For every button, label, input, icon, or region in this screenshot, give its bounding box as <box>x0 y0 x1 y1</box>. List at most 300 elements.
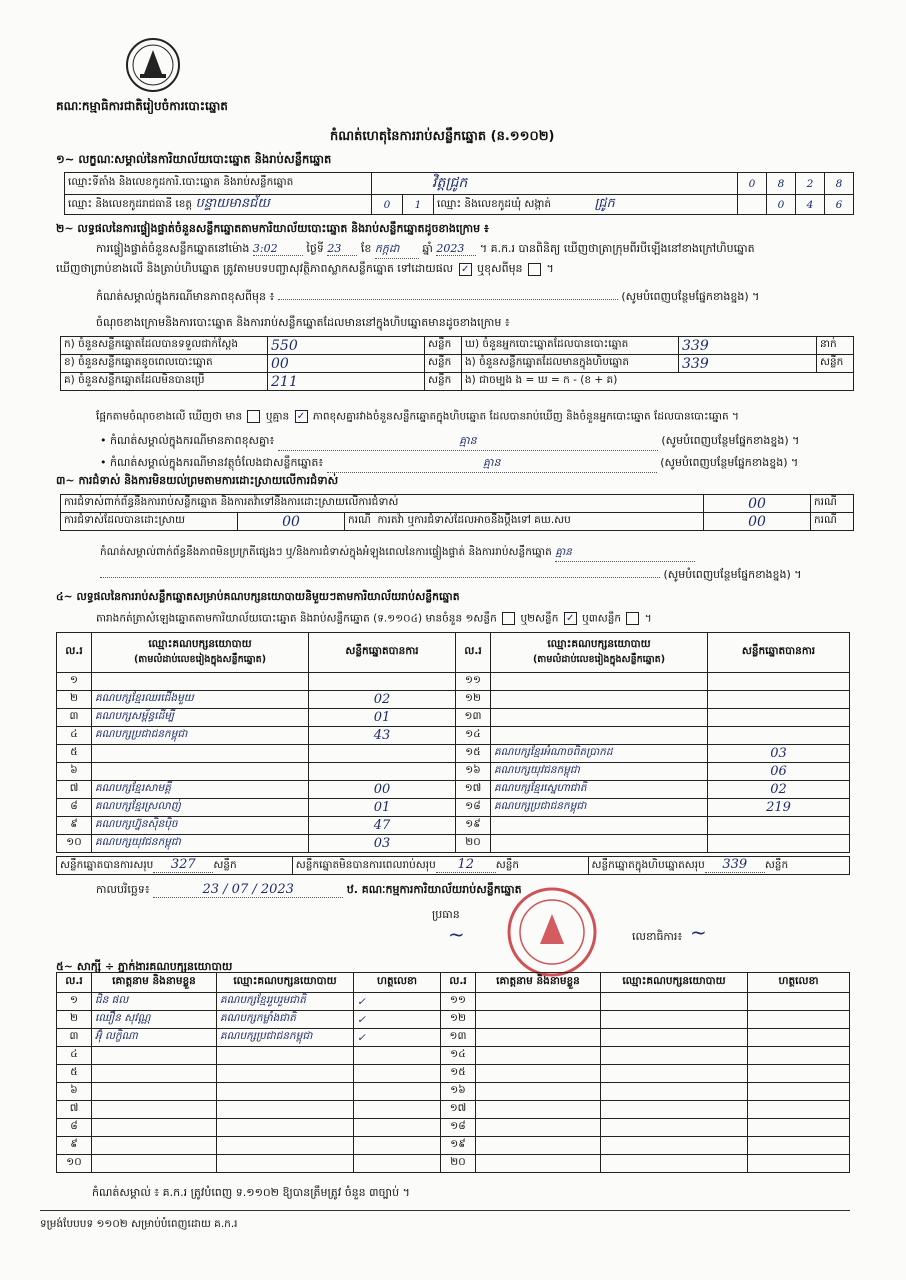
difference-note-line <box>96 290 759 306</box>
witness-no-right: ១៣ <box>441 1029 476 1047</box>
tally-two-checkbox[interactable]: ✓ <box>564 612 577 625</box>
witness-no-left: ៦ <box>57 1083 92 1101</box>
witness-sign-right <box>748 1101 850 1119</box>
witness-row <box>57 1155 850 1173</box>
spoiled-label: ខ) ចំនួនសន្លឹកឆ្នោតខូចពេលបោះឆ្នោត <box>61 355 268 373</box>
irregularity-note-value: គ្មាន <box>555 546 695 562</box>
place-label: ឈ្មោះទីតាំង និងលេខកូដការិ.បោះឆ្នោត និងរាប់សន្លឹកឆ្នោត <box>65 173 372 195</box>
voted-label: ឃ) ចំនួនអ្នកបោះឆ្នោតដែលបានបោះឆ្នោត <box>462 337 679 355</box>
different-label: ឬខុសពីមុន <box>477 262 523 275</box>
witness-sign-right <box>748 1029 850 1047</box>
result-votes-right <box>708 835 850 853</box>
witness-no-right: ១៥ <box>441 1065 476 1083</box>
witness-name-left: ឈឿន សុវណ្ណ <box>92 1011 217 1029</box>
witness-name-right <box>476 1029 601 1047</box>
witness-sign-left <box>354 1119 441 1137</box>
result-party-right: គណបក្សខ្មែរស្នេហាជាតិ <box>491 781 708 799</box>
total-invalid-value: 12 <box>436 857 496 873</box>
result-votes-left <box>309 673 456 691</box>
objection-table <box>60 494 854 531</box>
irregularity-hint-line <box>100 568 802 584</box>
place-digit-4: 8 <box>825 173 854 195</box>
total-valid-value: 327 <box>153 857 213 873</box>
result-party-right <box>491 817 708 835</box>
witness-name-right <box>476 1047 601 1065</box>
witness-party-right <box>601 1119 748 1137</box>
col-votes-left: សន្លឹកឆ្នោតបានការ <box>309 633 456 673</box>
witness-name-left <box>92 1101 217 1119</box>
witness-no-left: ២ <box>57 1011 92 1029</box>
date-label: កាលបរិច្ឆេទ៖ <box>96 883 150 896</box>
result-row <box>57 781 850 799</box>
result-party-right <box>491 673 708 691</box>
witness-name-right <box>476 1137 601 1155</box>
witness-name-left <box>92 1065 217 1083</box>
witness-party-right <box>601 1137 748 1155</box>
section-1-heading: ១~ លក្ខណៈសម្គាល់នៃការិយាល័យបោះឆ្នោត និងរាប់សន្លឹកឆ្នោត <box>56 152 332 166</box>
witness-no-left: ៨ <box>57 1119 92 1137</box>
verify-month-label: ខែ <box>360 242 372 255</box>
result-votes-left <box>309 745 456 763</box>
ballot-count-table <box>60 336 854 391</box>
difference-no-label: ឬគ្មាន <box>265 410 290 423</box>
result-votes-right <box>708 817 850 835</box>
verify-year: 2023 <box>436 242 476 256</box>
result-votes-right: 03 <box>708 745 850 763</box>
result-no-left: ៦ <box>57 763 92 781</box>
total-box-value: 339 <box>705 857 765 873</box>
bullet-foreign-object <box>100 456 798 473</box>
commune-label: ឈ្មោះ និងលេខកូដឃុំ សង្កាត់ <box>437 198 552 210</box>
result-votes-right <box>708 727 850 745</box>
col-party-sub-left: (តាមលំដាប់លេខរៀងក្នុងសន្លឹកឆ្នោត) <box>133 654 267 665</box>
result-party-left: គណបក្សហ្វ៊ុនស៊ិនប៉ិច <box>92 817 309 835</box>
witness-sign-left <box>354 1083 441 1101</box>
appeal-label: ការតវ៉ា ឬការជំទាស់ដែលអាចនឹងប្តឹងទៅ គឃ.សប <box>377 514 571 526</box>
witness-name-left <box>92 1155 217 1173</box>
result-no-right: ១១ <box>456 673 491 691</box>
witness-no-left: ៧ <box>57 1101 92 1119</box>
different-checkbox[interactable] <box>528 263 541 276</box>
result-no-left: ១ <box>57 673 92 691</box>
result-no-right: ១៩ <box>456 817 491 835</box>
result-row <box>57 709 850 727</box>
tally-one-checkbox[interactable] <box>502 612 515 625</box>
province-digit-2: 1 <box>403 195 434 215</box>
footer-divider <box>40 1210 850 1211</box>
result-no-left: ៥ <box>57 745 92 763</box>
result-row <box>57 673 850 691</box>
commune-digit-2: 4 <box>796 195 825 215</box>
witness-name-right <box>476 1083 601 1101</box>
witness-name-left <box>92 1119 217 1137</box>
result-votes-right <box>708 673 850 691</box>
witness-party-left <box>217 1155 354 1173</box>
result-no-right: ១២ <box>456 691 491 709</box>
witness-row <box>57 1101 850 1119</box>
result-no-left: ១០ <box>57 835 92 853</box>
date-value: 23 / 07 / 2023 <box>153 882 343 898</box>
result-votes-left: 43 <box>309 727 456 745</box>
result-party-right <box>491 835 708 853</box>
bullet-foreign-label: • កំណត់សម្គាល់ក្នុងករណីមានវត្ថុចំលែងជាសន្លឹកឆ្នោត៖ <box>100 456 324 469</box>
witness-no-right: ១៤ <box>441 1047 476 1065</box>
witness-party-left: គណបក្សកម្លាំងជាតិ <box>217 1011 354 1029</box>
witness-party-right <box>601 1047 748 1065</box>
difference-check-line <box>96 410 739 426</box>
result-votes-left <box>309 763 456 781</box>
verification-line-1 <box>96 242 755 259</box>
result-no-right: ១៦ <box>456 763 491 781</box>
result-party-left: គណបក្សខ្មែរសាមគ្គី <box>92 781 309 799</box>
witness-row <box>57 1029 850 1047</box>
verify-month: កក្កដា <box>375 242 419 259</box>
result-row <box>57 727 850 745</box>
tally-three-checkbox[interactable] <box>626 612 639 625</box>
witness-no-right: ១៦ <box>441 1083 476 1101</box>
result-no-left: ២ <box>57 691 92 709</box>
col-party-right: ឈ្មោះគណបក្សនយោបាយ <box>547 638 651 650</box>
result-no-right: ១៤ <box>456 727 491 745</box>
bullet-difference-hint: (សូមបំពេញបន្ថែមផ្នែកខាងខ្នង) ។ <box>661 434 800 447</box>
witness-name-left <box>92 1083 217 1101</box>
witness-party-right <box>601 1155 748 1173</box>
witness-no-left: ៣ <box>57 1029 92 1047</box>
result-votes-left: 02 <box>309 691 456 709</box>
witness-no-left: ១០ <box>57 1155 92 1173</box>
witness-sign-right <box>748 1137 850 1155</box>
section-4-heading: ៤~ លទ្ធផលនៃការរាប់សន្លឹកឆ្នោតសម្រាប់គណបក្សនយោបាយនិមួយៗតាមការិយាល័យរាប់សន្លឹកឆ្នោត <box>56 590 460 603</box>
result-row <box>57 799 850 817</box>
witness-sign-right <box>748 1083 850 1101</box>
president-label: ប្រធាន <box>432 908 460 921</box>
result-votes-right: 02 <box>708 781 850 799</box>
witness-sign-right <box>748 1155 850 1173</box>
result-row <box>57 763 850 781</box>
result-votes-left: 47 <box>309 817 456 835</box>
witness-no-left: ៤ <box>57 1047 92 1065</box>
result-party-left <box>92 673 309 691</box>
col-party-sub-right: (តាមលំដាប់លេខរៀងក្នុងសន្លឹកឆ្នោត) <box>532 654 666 665</box>
witness-party-left <box>217 1137 354 1155</box>
result-row <box>57 691 850 709</box>
witness-no-left: ១ <box>57 993 92 1011</box>
irregularity-note-label: កំណត់សម្គាល់ពាក់ព័ន្ធនឹងភាពមិនប្រក្រតីផ្សេងៗ ឬ/និងការជំទាស់ក្នុងអំឡុងពេលនៃការផ្ទៀងផ្ទាត់ និងការរាប់សន្លឹកឆ្នោត <box>100 546 552 558</box>
difference-note-label: កំណត់សម្គាល់ក្នុងករណីមានភាពខុសពីមុន ៖ <box>96 290 275 303</box>
witness-sign-left <box>354 1065 441 1083</box>
witness-col-name-left: គោត្តនាម និងនាមខ្លួន <box>92 973 217 993</box>
witness-party-right <box>601 993 748 1011</box>
date-sign-line <box>96 882 522 899</box>
bullet-foreign-value: គ្មាន <box>327 456 657 473</box>
bullet-foreign-hint: (សូមបំពេញបន្ថែមផ្នែកខាងខ្នង) ។ <box>660 456 799 469</box>
objection-count-unit: ករណី <box>811 495 854 513</box>
bullet-difference-label: • កំណត់សម្គាល់ក្នុងករណីមានភាពខុសគ្នា៖ <box>100 434 275 447</box>
difference-note-hint: (សូមបំពេញបន្ថែមផ្នែកខាងខ្នង) ។ <box>621 290 760 303</box>
voted-value: 339 <box>679 337 817 355</box>
witness-col-no-right: ល.រ <box>441 973 476 993</box>
witness-row <box>57 1011 850 1029</box>
difference-check-text: ភាពខុសគ្នារវាងចំនួនសន្លឹកឆ្នោតក្នុងហិបឆ្នោត ដែលបានរាប់ឃើញ និងចំនួនអ្នកបោះឆ្នោត ដែលបានបោះឆ្នោត ។ <box>312 410 739 423</box>
tally-three-label: ឬ៣សន្លឹក <box>582 612 622 625</box>
irregularity-note <box>100 546 695 562</box>
witness-name-right <box>476 993 601 1011</box>
spoiled-value: 00 <box>268 355 425 373</box>
totals-table <box>56 856 850 875</box>
objection-count-label: ការជំទាស់ពាក់ព័ន្ធនឹងការរាប់សន្លឹកឆ្នោត និងការតវ៉ាទៅនឹងការដោះស្រាយលើការជំទាស់ <box>61 495 704 513</box>
witness-no-right: ១៧ <box>441 1101 476 1119</box>
witness-name-left: ជិន ផល <box>92 993 217 1011</box>
witness-sign-left <box>354 1101 441 1119</box>
result-votes-left: 00 <box>309 781 456 799</box>
difference-no-checkbox[interactable]: ✓ <box>295 410 308 423</box>
witness-row <box>57 1137 850 1155</box>
result-no-right: ១៥ <box>456 745 491 763</box>
spoiled-unit: សន្លឹក <box>425 355 462 373</box>
ballot-row-1 <box>61 337 854 355</box>
verify-day-label: ថ្ងៃទី <box>306 242 324 255</box>
witness-name-left <box>92 1137 217 1155</box>
formula-label: ង) ជាចម្បង ង = ឃ = ក - (ខ + គ) <box>462 373 854 391</box>
committee-sign-label: ឋ. គណៈកម្មការការិយាល័យរាប់សន្លឹកឆ្នោត <box>346 883 522 896</box>
result-party-left: គណបក្សខ្មែរស្រលាញ់ <box>92 799 309 817</box>
province-label: ឈ្មោះ និងលេខកូដរាជធានី ខេត្ត <box>68 198 193 210</box>
place-digit-1: 0 <box>738 173 767 195</box>
nec-emblem <box>122 36 184 94</box>
witness-name-right <box>476 1011 601 1029</box>
witness-party-left <box>217 1065 354 1083</box>
col-no-right: ល.រ <box>456 633 491 673</box>
witness-row <box>57 1065 850 1083</box>
witness-no-right: ២០ <box>441 1155 476 1173</box>
witness-sign-left <box>354 1155 441 1173</box>
witness-row <box>57 1119 850 1137</box>
witness-sign-right <box>748 1119 850 1137</box>
verify-time: 3:02 <box>253 242 303 256</box>
result-no-right: ១៣ <box>456 709 491 727</box>
bullet-difference-value: គ្មាន <box>278 434 658 451</box>
section-2-heading: ២~ លទ្ធផលនៃការផ្ទៀងផ្ទាត់ចំនួនសន្លឹកឆ្នោតតាមការិយាល័យបោះឆ្នោត និងរាប់សន្លឹកឆ្នោតដូចខាងក្រោម ៖ <box>56 222 489 235</box>
witness-party-right <box>601 1065 748 1083</box>
witness-sign-right <box>748 1065 850 1083</box>
witness-sign-right <box>748 1011 850 1029</box>
col-no-left: ល.រ <box>57 633 92 673</box>
irregularity-hint: (សូមបំពេញបន្ថែមផ្នែកខាងខ្នង) ។ <box>663 568 802 581</box>
witness-no-right: ១១ <box>441 993 476 1011</box>
tally-sheet-line <box>96 612 652 628</box>
result-no-left: ៣ <box>57 709 92 727</box>
total-box-label: សន្លឹកឆ្នោតក្នុងហិបឆ្នោតសរុប <box>591 859 705 871</box>
section-5-heading: ៥~ សាក្សី ÷ ភ្នាក់ងារគណបក្សនយោបាយ <box>56 960 233 973</box>
witness-party-right <box>601 1101 748 1119</box>
result-party-right <box>491 709 708 727</box>
station-id-table <box>64 172 854 215</box>
witness-sign-left: ✓ <box>354 1029 441 1047</box>
footer-form-label: ទម្រង់បែបបទ ១១០២ សម្រាប់បំពេញដោយ គ.ក.រ <box>40 1218 238 1230</box>
objection-count-value: 00 <box>704 495 811 513</box>
witness-no-right: ១៩ <box>441 1137 476 1155</box>
in-box-unit: សន្លឹក <box>817 355 854 373</box>
witness-sign-left: ✓ <box>354 1011 441 1029</box>
witness-col-name-right: គោត្តនាម និងនាមខ្លួន <box>476 973 601 993</box>
president-signature: ~ <box>448 922 465 946</box>
commune-value: ជ្រូក <box>594 196 615 211</box>
witness-col-no-left: ល.រ <box>57 973 92 993</box>
org-name: គណៈកម្មាធិការជាតិរៀបចំការបោះឆ្នោត <box>56 99 228 113</box>
received-label: ក) ចំនួនសន្លឹកឆ្នោតដែលបានទទួលជាក់ស្តែង <box>61 337 268 355</box>
witness-party-left: គណបក្សប្រជាជនកម្ពុជា <box>217 1029 354 1047</box>
ballot-row-2 <box>61 355 854 373</box>
form-title: កំណត់ហេតុនៃការរាប់សន្លឹកឆ្នោត (ន.១១០២) <box>330 129 555 144</box>
result-party-right <box>491 691 708 709</box>
result-no-right: ១៧ <box>456 781 491 799</box>
result-votes-left: 01 <box>309 799 456 817</box>
witness-col-party-left: ឈ្មោះគណបក្សនយោបាយ <box>217 973 354 993</box>
section-3-heading: ៣~ ការជំទាស់ និងការមិនយល់ព្រមតាមការដោះស្រាយលើការជំទាស់ <box>56 474 339 487</box>
appeal-unit: ករណី <box>811 513 854 531</box>
result-party-right <box>491 727 708 745</box>
result-votes-right <box>708 691 850 709</box>
witness-party-right <box>601 1029 748 1047</box>
difference-yes-checkbox[interactable] <box>247 410 260 423</box>
difference-yes-label: ផ្អែកតាមចំណុចខាងលើ ឃើញថា មាន <box>96 410 243 423</box>
result-votes-right: 06 <box>708 763 850 781</box>
result-no-right: ១៨ <box>456 799 491 817</box>
secretary-label: លេខាធិការ៖ <box>632 930 683 943</box>
bullet-difference <box>100 434 799 451</box>
party-results-table <box>56 632 850 853</box>
unused-label: គ) ចំនួនសន្លឹកឆ្នោតដែលមិនបានប្រើ <box>61 373 268 391</box>
result-no-left: ៩ <box>57 817 92 835</box>
commune-digit-3: 6 <box>825 195 854 215</box>
witness-party-left <box>217 1047 354 1065</box>
received-value: 550 <box>268 337 425 355</box>
total-invalid-unit: សន្លឹក <box>495 859 520 871</box>
result-row <box>57 745 850 763</box>
line-2-end: ។ <box>546 262 554 275</box>
witness-party-right <box>601 1083 748 1101</box>
result-no-left: ៧ <box>57 781 92 799</box>
result-party-right: គណបក្សយុវជនកម្ពុជា <box>491 763 708 781</box>
result-no-right: ២០ <box>456 835 491 853</box>
witness-col-sign-left: ហត្ថលេខា <box>354 973 441 993</box>
result-party-left: គណបក្សប្រជាជនកម្ពុជា <box>92 727 309 745</box>
voted-unit: នាក់ <box>817 337 854 355</box>
witness-party-left <box>217 1083 354 1101</box>
witness-sign-left <box>354 1047 441 1065</box>
place-value: វិត្តជ្រូក <box>372 173 738 195</box>
witness-party-left: គណបក្សខ្មែររួបរួមជាតិ <box>217 993 354 1011</box>
result-party-left: គណបក្សខ្មែរឈរជើងមួយ <box>92 691 309 709</box>
result-votes-left: 01 <box>309 709 456 727</box>
witness-no-right: ១២ <box>441 1011 476 1029</box>
result-party-left <box>92 745 309 763</box>
result-votes-right <box>708 709 850 727</box>
witness-sign-right <box>748 1047 850 1065</box>
result-party-left: គណបក្សយុវជនកម្ពុជា <box>92 835 309 853</box>
witness-sign-right <box>748 993 850 1011</box>
verify-line-2-text: ឃើញថាព្រាប់ខាងលើ និងត្រាប់ហិបឆ្នោត ត្រូវតាមបទបញ្ជាសុវត្ថិភាពស្លាកសន្លឹកឆ្នោត ទៅដោយផល <box>56 262 454 275</box>
commune-digit-1: 0 <box>767 195 796 215</box>
verification-line-2 <box>56 262 554 278</box>
witness-party-left <box>217 1101 354 1119</box>
ballot-row-3 <box>61 373 854 391</box>
witness-col-sign-right: ហត្ថលេខា <box>748 973 850 993</box>
resolved-value: 00 <box>238 513 345 531</box>
result-no-left: ៤ <box>57 727 92 745</box>
result-party-right: គណបក្សខ្មែរអំណាចពិតប្រាកដ <box>491 745 708 763</box>
witness-sign-left: ✓ <box>354 993 441 1011</box>
witness-col-party-right: ឈ្មោះគណបក្សនយោបាយ <box>601 973 748 993</box>
col-votes-right: សន្លឹកឆ្នោតបានការ <box>708 633 850 673</box>
witness-name-right <box>476 1155 601 1173</box>
total-box-unit: សន្លឹក <box>764 859 789 871</box>
ballot-table-intro: ចំណុចខាងក្រោមនិងការបោះឆ្នោត និងការរាប់សន្លឹកឆ្នោតដែលមាននៅក្នុងហិបឆ្នោតមានដូចខាងក្រោម ៖ <box>96 316 510 329</box>
resolved-label: ការជំទាស់ដែលបានដោះស្រាយ <box>61 513 238 531</box>
result-row <box>57 835 850 853</box>
province-value: បន្ទាយមានជ័យ <box>195 196 270 211</box>
witness-party-right <box>601 1011 748 1029</box>
total-valid-unit: សន្លឹក <box>213 859 237 871</box>
result-votes-right: 219 <box>708 799 850 817</box>
tally-one-label: តារាងកត់ត្រាសំឡេងឆ្នោតតាមការិយាល័យបោះឆ្នោត និងរាប់សន្លឹកឆ្នោត (ទ.១១០៤) មានចំនួន ១សន្លឹក <box>96 612 497 625</box>
place-digit-3: 2 <box>796 173 825 195</box>
witness-no-right: ១៨ <box>441 1119 476 1137</box>
verify-line-1-rest: ។ គ.ក.រ បានពិនិត្យ ឃើញថាត្រាក្រុមពីរបីឡើងនៅខាងក្រៅហិបឆ្នោត <box>479 242 755 255</box>
witness-name-right <box>476 1101 601 1119</box>
tally-two-label: ឬ២សន្លឹក <box>520 612 559 625</box>
witness-no-left: ៥ <box>57 1065 92 1083</box>
result-no-left: ៨ <box>57 799 92 817</box>
footer-note: កំណត់សម្គាល់ ៖ គ.ក.រ ត្រូវបំពេញ ទ.១១០២ ឱ្យបានត្រឹមត្រូវ ចំនួន ៣ច្បាប់ ។ <box>92 1186 410 1199</box>
unused-value: 211 <box>268 373 425 391</box>
total-invalid-label: សន្លឹកឆ្នោតមិនបានការពេលរាប់សរុប <box>295 859 436 871</box>
result-party-right: គណបក្សប្រជាជនកម្ពុជា <box>491 799 708 817</box>
secretary-signature: ~ <box>690 920 707 944</box>
witness-name-left: អ៊ុំ លក្ខិណា <box>92 1029 217 1047</box>
in-box-value: 339 <box>679 355 817 373</box>
received-unit: សន្លឹក <box>425 337 462 355</box>
verify-year-label: ឆ្នាំ <box>422 242 433 255</box>
witness-no-left: ៩ <box>57 1137 92 1155</box>
witness-sign-left <box>354 1137 441 1155</box>
place-digit-2: 8 <box>767 173 796 195</box>
official-stamp <box>506 886 598 978</box>
in-box-label: ង) ចំនួនសន្លឹកឆ្នោតដែលមានក្នុងហិបឆ្នោត <box>462 355 679 373</box>
result-row <box>57 817 850 835</box>
witness-name-left <box>92 1047 217 1065</box>
unused-unit: សន្លឹក <box>425 373 462 391</box>
verify-day: 23 <box>327 242 357 256</box>
province-digit-1: 0 <box>372 195 403 215</box>
tally-line-end: ។ <box>644 612 652 625</box>
witness-party-left <box>217 1119 354 1137</box>
col-party-left: ឈ្មោះគណបក្សនយោបាយ <box>148 638 252 650</box>
witness-name-right <box>476 1065 601 1083</box>
result-party-left: គណបក្សសម្ព័ន្ធដើម្បី <box>92 709 309 727</box>
result-party-left <box>92 763 309 781</box>
witness-table <box>56 972 850 1173</box>
witness-row <box>57 1047 850 1065</box>
witness-row <box>57 1083 850 1101</box>
appeal-value: 00 <box>704 513 811 531</box>
resolved-unit: ករណី <box>348 514 371 526</box>
same-checkbox[interactable]: ✓ <box>459 263 472 276</box>
verify-time-label: ការផ្ទៀងផ្ទាត់ចំនួនសន្លឹកឆ្នោតនៅម៉ោង <box>96 242 250 255</box>
total-valid-label: សន្លឹកឆ្នោតបានការសរុប <box>60 859 154 871</box>
witness-row <box>57 993 850 1011</box>
witness-name-right <box>476 1119 601 1137</box>
